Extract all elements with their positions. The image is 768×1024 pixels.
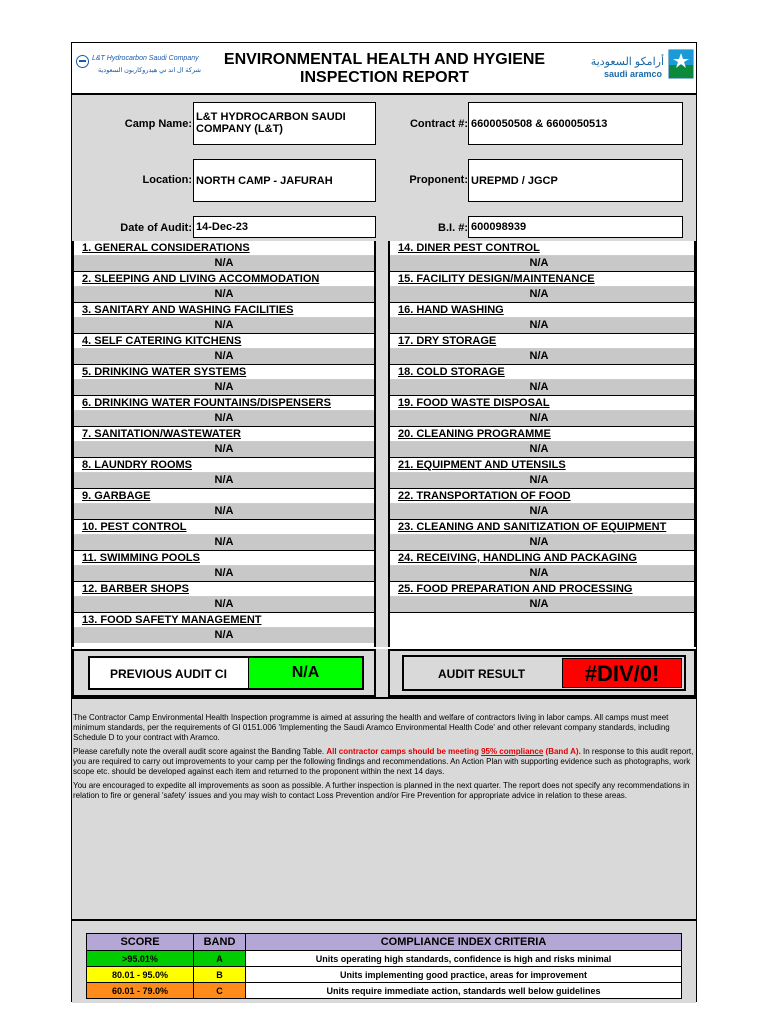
- compliance-target: 95% compliance: [481, 747, 544, 756]
- column-divider: [376, 241, 388, 647]
- section-score: N/A: [74, 380, 374, 395]
- criteria-header: COMPLIANCE INDEX CRITERIA: [246, 934, 682, 951]
- camp-name-label: Camp Name:: [124, 118, 192, 130]
- section-title: 20. CLEANING PROGRAMME: [390, 427, 694, 442]
- camp-info-panel: [72, 95, 696, 241]
- section-row: [74, 489, 374, 520]
- banding-row: [87, 967, 682, 983]
- section-row: [74, 334, 374, 365]
- inspection-report-sheet: [71, 42, 697, 1002]
- aramco-star-icon: [668, 49, 694, 79]
- audit-result-label: AUDIT RESULT: [438, 667, 526, 681]
- section-row: [390, 365, 694, 396]
- lt-logo-arabic: شركة ال اند تي هيدروكاربون السعودية: [98, 67, 201, 74]
- section-row: [74, 613, 374, 644]
- banding-table: [86, 933, 682, 999]
- section-score: N/A: [74, 504, 374, 519]
- section-row: [74, 458, 374, 489]
- band-criteria: Units operating high standards, confidence is high and risks minimal: [246, 951, 682, 967]
- section-row: [390, 551, 694, 582]
- band-score: 60.01 - 79.0%: [87, 983, 194, 999]
- lt-logo-name: L&T Hydrocarbon Saudi Company: [92, 55, 199, 62]
- section-score: N/A: [74, 349, 374, 364]
- bi-number-label: B.I. #:: [438, 222, 468, 234]
- proponent-label: Proponent:: [409, 174, 468, 186]
- banding-header-row: [87, 934, 682, 951]
- section-score: N/A: [74, 411, 374, 426]
- section-row: [390, 241, 694, 272]
- section-title: 3. SANITARY AND WASHING FACILITIES: [74, 303, 374, 318]
- section-row: [390, 334, 694, 365]
- section-score: N/A: [390, 380, 694, 395]
- section-title: 4. SELF CATERING KITCHENS: [74, 334, 374, 349]
- section-title: 25. FOOD PREPARATION AND PROCESSING: [390, 582, 694, 597]
- title-line-2: INSPECTION REPORT: [300, 69, 469, 86]
- compliance-band: (Band A).: [543, 747, 581, 756]
- section-title: 11. SWIMMING POOLS: [74, 551, 374, 566]
- section-row: [74, 241, 374, 272]
- section-title: 1. GENERAL CONSIDERATIONS: [74, 241, 374, 256]
- banding-row: [87, 951, 682, 967]
- section-score: N/A: [74, 535, 374, 550]
- section-score: N/A: [74, 473, 374, 488]
- results-panel: [72, 649, 696, 697]
- audit-result-frame: [388, 649, 696, 697]
- section-title: 23. CLEANING AND SANITIZATION OF EQUIPMENT: [390, 520, 694, 535]
- section-title: 10. PEST CONTROL: [74, 520, 374, 535]
- section-row: [74, 551, 374, 582]
- section-title: 6. DRINKING WATER FOUNTAINS/DISPENSERS: [74, 396, 374, 411]
- section-title: 24. RECEIVING, HANDLING AND PACKAGING: [390, 551, 694, 566]
- section-score: N/A: [390, 597, 694, 612]
- proponent-field: UREPMD / JGCP: [468, 159, 683, 202]
- section-score: N/A: [390, 318, 694, 333]
- location-label: Location:: [142, 174, 192, 186]
- section-title: 17. DRY STORAGE: [390, 334, 694, 349]
- title-line-1: ENVIRONMENTAL HEALTH AND HYGIENE: [223, 51, 546, 68]
- intro-paragraph-1: The Contractor Camp Environmental Health Inspection programme is aimed at assuring the health and welfare of contractors living in labor camps. All camps must meet minimum standards, per the requirements of GI 0151.006 'Implementing the Saudi Aramco Environmental Health Code' and other relevant company standards, including Schedule D to your contract with Aramco.: [73, 713, 670, 742]
- section-score: N/A: [74, 442, 374, 457]
- band-score: >95.01%: [87, 951, 194, 967]
- band-criteria: Units require immediate action, standards well below guidelines: [246, 983, 682, 999]
- section-score: N/A: [390, 535, 694, 550]
- section-title: 12. BARBER SHOPS: [74, 582, 374, 597]
- score-header: SCORE: [87, 934, 194, 951]
- section-title: 22. TRANSPORTATION OF FOOD: [390, 489, 694, 504]
- camp-name-field: L&T HYDROCARBON SAUDI COMPANY (L&T): [193, 102, 376, 145]
- section-score: N/A: [390, 473, 694, 488]
- section-score: N/A: [74, 287, 374, 302]
- section-row: [74, 582, 374, 613]
- section-score: N/A: [74, 628, 374, 643]
- section-row: [390, 520, 694, 551]
- band-score: 80.01 - 95.0%: [87, 967, 194, 983]
- report-header: [72, 43, 696, 95]
- section-row: [390, 272, 694, 303]
- section-score: N/A: [390, 287, 694, 302]
- section-row: [74, 272, 374, 303]
- aramco-logo: [589, 47, 694, 87]
- banding-table-panel: [72, 919, 696, 1003]
- intro-p2-rest: In response to this audit report, you are required to carry out improvements to your camp per the following findings and recommendations. An Action Plan with supporting evidence such as photographs, work scope etc. should be developed against each item and returned to the proponent within the next 14 days.: [73, 747, 694, 776]
- section-title: 16. HAND WASHING: [390, 303, 694, 318]
- sections-right-column: [388, 241, 696, 647]
- band-letter: A: [194, 951, 246, 967]
- section-title: 15. FACILITY DESIGN/MAINTENANCE: [390, 272, 694, 287]
- previous-audit-label: PREVIOUS AUDIT CI: [110, 667, 227, 681]
- compliance-lead: All contractor camps should be meeting: [326, 747, 482, 756]
- section-row: [74, 396, 374, 427]
- section-score: N/A: [74, 597, 374, 612]
- section-title: 13. FOOD SAFETY MANAGEMENT: [74, 613, 374, 628]
- report-title: [212, 51, 557, 87]
- section-row: [74, 303, 374, 334]
- section-row: [390, 489, 694, 520]
- audit-result-box: [402, 655, 686, 691]
- audit-date-field: 14-Dec-23: [193, 216, 376, 238]
- section-row: [74, 520, 374, 551]
- section-title: 21. EQUIPMENT AND UTENSILS: [390, 458, 694, 473]
- section-score: N/A: [390, 566, 694, 581]
- intro-paragraph-2: [73, 747, 694, 777]
- section-score: N/A: [390, 256, 694, 271]
- band-letter: C: [194, 983, 246, 999]
- intro-p2-lead: Please carefully note the overall audit score against the Banding Table.: [73, 747, 327, 756]
- section-title: 19. FOOD WASTE DISPOSAL: [390, 396, 694, 411]
- aramco-logo-english: saudi aramco: [603, 69, 662, 79]
- previous-audit-box: [88, 656, 364, 690]
- section-row: [74, 427, 374, 458]
- section-row: [74, 365, 374, 396]
- inspection-sections: [72, 241, 696, 649]
- section-score: N/A: [74, 318, 374, 333]
- sections-left-column: [72, 241, 376, 647]
- section-score: N/A: [390, 411, 694, 426]
- band-letter: B: [194, 967, 246, 983]
- banding-row: [87, 983, 682, 999]
- location-field: NORTH CAMP - JAFURAH: [193, 159, 376, 202]
- bi-number-field: 600098939: [468, 216, 683, 238]
- section-row: [390, 396, 694, 427]
- intro-paragraph-3: You are encouraged to expedite all improvements as soon as possible. A further inspection is planned in the next quarter. The report does not specify any recommendations in relation to fire or general 'safety' issues and you may wish to contact Loss Prevention and/or Fire Prevention for appropriate advice in relation to these areas.: [73, 781, 690, 800]
- previous-audit-value: N/A: [248, 658, 362, 688]
- band-criteria: Units implementing good practice, areas for improvement: [246, 967, 682, 983]
- section-title: 14. DINER PEST CONTROL: [390, 241, 694, 256]
- previous-audit-frame: [72, 649, 376, 697]
- section-score: N/A: [390, 442, 694, 457]
- section-score: N/A: [74, 566, 374, 581]
- section-row: [390, 582, 694, 613]
- contract-label: Contract #:: [409, 118, 468, 130]
- compliance-requirement: [326, 747, 580, 756]
- section-title: 5. DRINKING WATER SYSTEMS: [74, 365, 374, 380]
- section-title: 8. LAUNDRY ROOMS: [74, 458, 374, 473]
- section-score: N/A: [390, 349, 694, 364]
- section-row: [390, 427, 694, 458]
- lt-company-logo: [76, 53, 206, 83]
- audit-result-value: #DIV/0!: [562, 658, 682, 688]
- contract-field: 6600050508 & 6600050513: [468, 102, 683, 145]
- aramco-logo-arabic: أرامكو السعودية: [590, 56, 664, 68]
- section-title: 18. COLD STORAGE: [390, 365, 694, 380]
- audit-date-label: Date of Audit:: [120, 222, 192, 234]
- section-title: 7. SANITATION/WASTEWATER: [74, 427, 374, 442]
- band-header: BAND: [194, 934, 246, 951]
- section-row: [390, 303, 694, 334]
- section-title: 9. GARBAGE: [74, 489, 374, 504]
- section-score: N/A: [74, 256, 374, 271]
- section-title: 2. SLEEPING AND LIVING ACCOMMODATION: [74, 272, 374, 287]
- lt-emblem-icon: [76, 55, 89, 68]
- section-score: N/A: [390, 504, 694, 519]
- section-row: [390, 458, 694, 489]
- report-intro-text: [72, 697, 696, 919]
